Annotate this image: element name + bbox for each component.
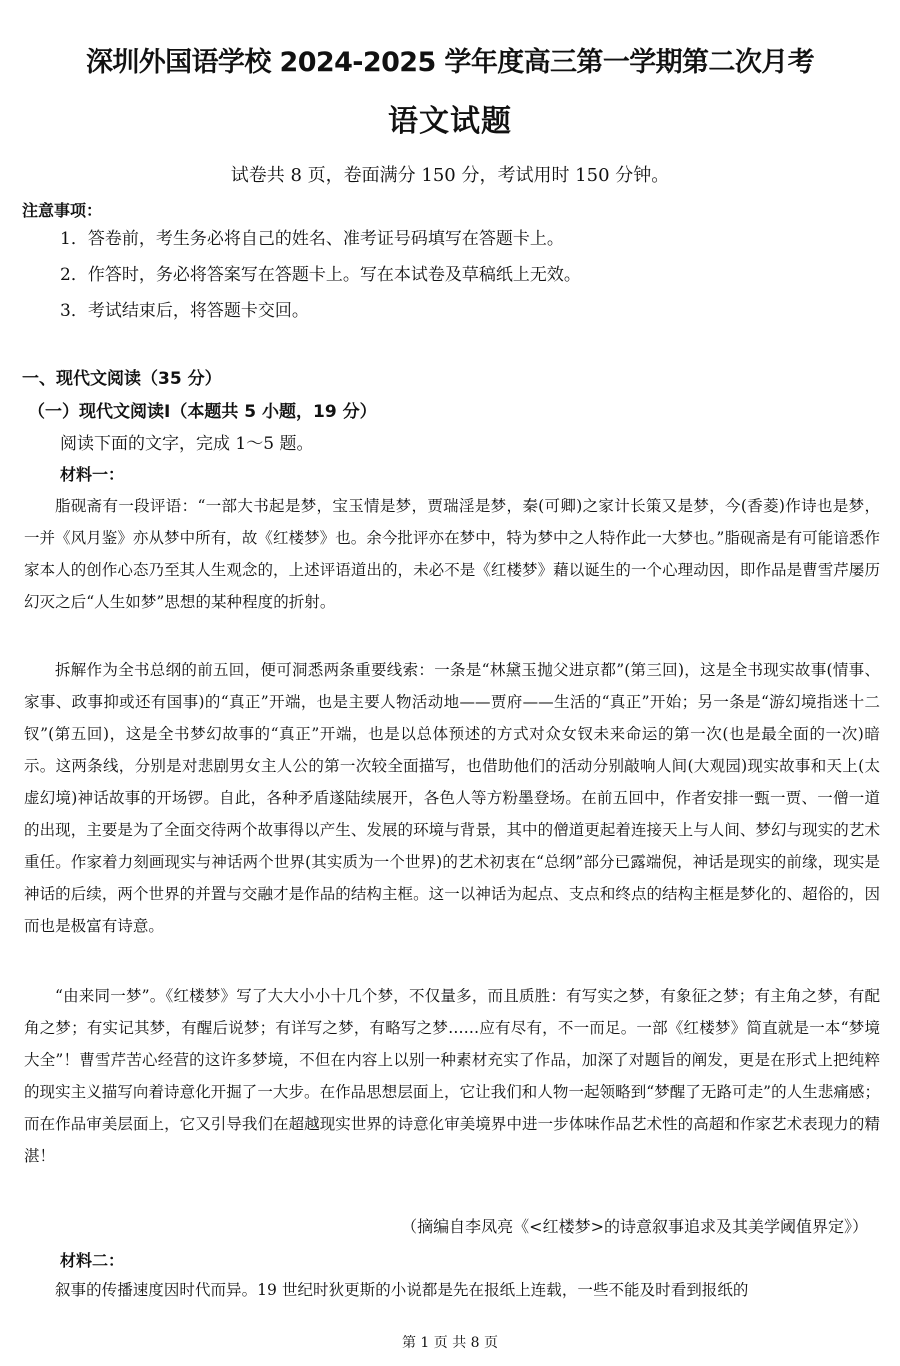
subsection-heading: （一）现代文阅读Ⅰ（本题共 5 小题，19 分） [28,402,377,422]
notice-item-2: 2．作答时，务必将答案写在答题卡上。写在本试卷及草稿纸上无效。 [60,265,581,285]
exam-subtitle: 语文试题 [388,104,512,139]
material-2-paragraph-1: 叙事的传播速度因时代而异。19 世纪时狄更斯的小说都是先在报纸上连载，一些不能及时看到报纸的 [55,1281,749,1299]
material-1-paragraph-2: 拆解作为全书总纲的前五回，便可洞悉两条重要线索：一条是“林黛玉抛父进京都”(第三回)，这是全书现实故事(情事、家事、政事抑或还有国事)的“真正”开端，也是主要人物活动地——贾府——生活的“真正”开始；另一条是“游幻境指迷十二钗”(第五回)，这是全书梦幻故事的“真正”开端，也是以总体预述的方式对众女钗未来命运的第一次(也是最全面的一次)暗示。这两条线，分别是对悲剧男女主人公的第一次较全面描写，也借助他们的活动分别敲响人间(大观园)现实故事和天上(太虚幻境)神话故事的开场锣。自此，各种矛盾遂陆续展开，各色人等方粉墨登场。在前五回中，作者安排一甄一贾、一僧一道的出现，主要是为了全面交待两个故事得以产生、发展的环境与背景，其中的僧道更起着连接天上与人间、梦幻与现实的艺术重任。作家着力刻画现实与神话两个世界(其实质为一个世界)的艺术初衷在“总纲”部分已露端倪，神话是现实的前缘，现实是神话的后续，两个世界的并置与交融才是作品的结构主框。这一以神话为起点、支点和终点的结构主框是梦化的、超俗的，因而也是极富有诗意。 [24,661,880,935]
material-1-label: 材料一： [60,465,125,484]
notice-item-3: 3．考试结束后，将答题卡交回。 [60,301,309,321]
exam-title: 深圳外国语学校 2024-2025 学年度高三第一学期第二次月考 [85,47,815,78]
page-number: 第 1 页 共 8 页 [401,1335,499,1351]
notice-item-1: 1．答卷前，考生务必将自己的姓名、准考证号码填写在答题卡上。 [60,229,564,249]
material-1-paragraph-3: “由来同一梦”。《红楼梦》写了大大小小十几个梦，不仅量多，而且质胜：有写实之梦，有象征之梦；有主角之梦，有配角之梦；有实记其梦，有醒后说梦；有详写之梦，有略写之梦……应有尽有，不一而足。一部《红楼梦》简直就是一本“梦境大全”！曹雪芹苦心经营的这许多梦境，不但在内容上以别一种素材充实了作品，加深了对题旨的阐发，更是在形式上把纯粹的现实主义描写向着诗意化开掘了一大步。在作品思想层面上，它让我们和人物一起领略到“梦醒了无路可走”的人生悲痛感；而在作品审美层面上，它又引导我们在超越现实世界的诗意化审美境界中进一步体味作品艺术性的高超和作家艺术表现力的精湛！ [24,987,880,1165]
material-2-label: 材料二： [60,1251,125,1270]
reading-instruction: 阅读下面的文字，完成 1～5 题。 [60,434,314,454]
notice-heading: 注意事项： [22,201,103,220]
section-heading: 一、现代文阅读（35 分） [22,369,222,389]
material-1-paragraph-1: 脂砚斋有一段评语：“一部大书起是梦，宝玉情是梦，贾瑞淫是梦，秦(可卿)之家计长策又是梦，今(香菱)作诗也是梦，一并《风月鉴》亦从梦中所有，故《红楼梦》也。余今批评亦在梦中，特为梦中之人特作此一大梦也。”脂砚斋是有可能谙悉作家本人的创作心态乃至其人生观念的，上述评语道出的，未必不是《红楼梦》藉以诞生的一个心理动因，即作品是曹雪芹屡历幻灭之后“人生如梦”思想的某种程度的折射。 [24,497,880,611]
material-1-citation: （摘编自李凤亮《<红楼梦>的诗意叙事追求及其美学阈值界定》） [401,1217,868,1236]
exam-info: 试卷共 8 页，卷面满分 150 分，考试用时 150 分钟。 [230,165,670,186]
